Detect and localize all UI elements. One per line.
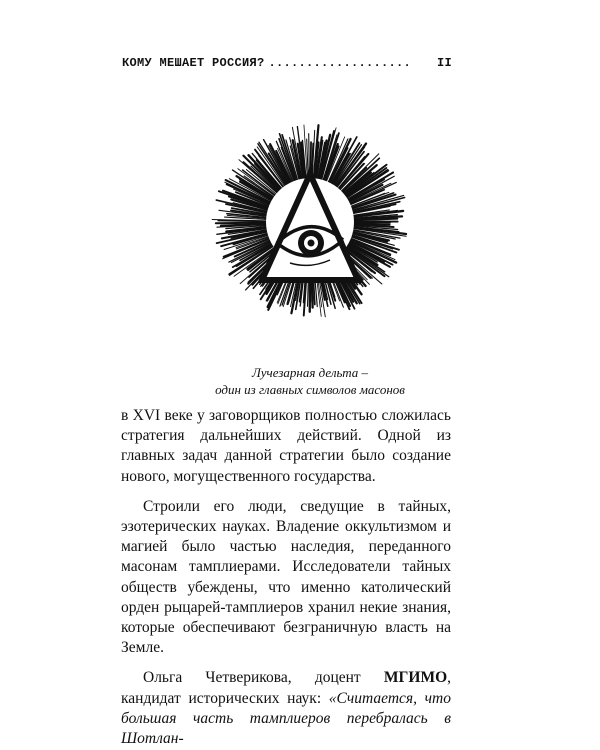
running-title: КОМУ МЕШАЕТ РОССИЯ? bbox=[122, 56, 265, 70]
paragraph-2: Строили его люди, сведущие в тайных, эзотерических науках. Владение оккультизмом и магией было частью наследия, переданного масонам тамплиерами. Исследователи тайных обществ убеждены, что именно католический орден рыцарей-тамплиеров хранил некие знания, которые обеспечивают безграничную власть на Земле. bbox=[121, 497, 451, 657]
paragraph-3-rest: , кандидат исторических наук: bbox=[121, 669, 451, 707]
quotation: «Считается, что большая часть тамплиеров перебралась в Шотлан- bbox=[121, 689, 451, 748]
author-name: Ольга Четверикова bbox=[143, 669, 288, 687]
caption-line-1: Лучезарная дельта – bbox=[251, 365, 369, 380]
caption-line-2: один из главных символов масонов bbox=[215, 382, 405, 397]
running-header bbox=[122, 56, 452, 74]
paragraph-3 bbox=[121, 668, 451, 749]
body-text bbox=[121, 406, 451, 749]
figure-caption bbox=[150, 364, 470, 398]
paragraph-1: в XVI веке у заговорщиков полностью сложилась стратегия дальнейших действий. Одной из главных задач данной стратегии было создание нового, могущественного государства. bbox=[121, 407, 451, 485]
header-leader-dots: ................... bbox=[268, 56, 412, 70]
all-seeing-eye-radiant-delta-icon bbox=[210, 88, 410, 388]
institution-name: МГИМО bbox=[383, 669, 448, 687]
page-number: II bbox=[436, 56, 452, 70]
paragraph-3-mid: , доцент bbox=[287, 669, 384, 687]
